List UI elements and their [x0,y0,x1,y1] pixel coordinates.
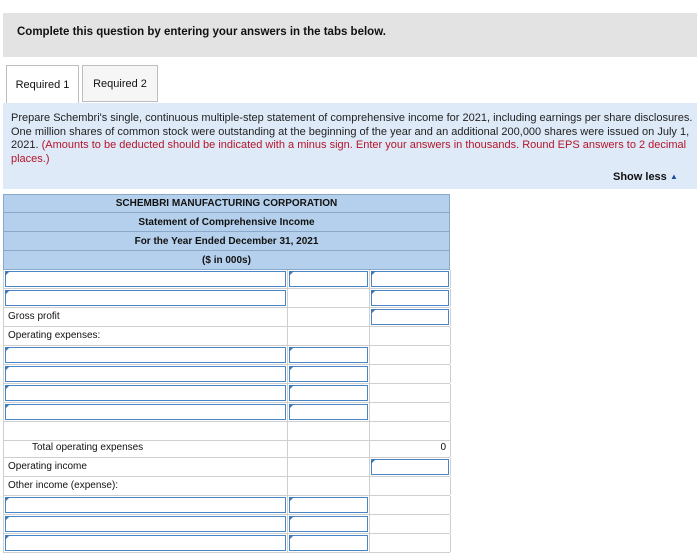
amount-input[interactable] [289,366,368,382]
gross-profit-label: Gross profit [8,311,60,322]
amount-input[interactable] [371,271,449,287]
table-row [3,365,450,384]
table-row [3,270,450,289]
table-row [3,327,450,346]
account-input[interactable] [5,535,286,551]
total-operating-expenses-value: 0 [440,442,446,453]
instructions-text [11,112,695,166]
table-row [3,534,450,553]
account-input[interactable] [5,347,286,363]
account-input[interactable] [5,366,286,382]
show-less-label: Show less [613,171,667,183]
amount-input[interactable] [289,535,368,551]
account-input[interactable] [5,497,286,513]
table-row [3,477,450,496]
tab-required-1[interactable]: Required 1 [6,65,79,103]
table-row [3,384,450,403]
account-input[interactable] [5,271,286,287]
amount-input[interactable] [289,271,368,287]
table-row [3,403,450,422]
account-input[interactable] [5,404,286,420]
amount-input[interactable] [289,516,368,532]
instructions-note: (Amounts to be deducted should be indicated with a minus sign. Enter your answers in thousands. Round EPS answers to 2 decimal places.) [11,139,687,165]
table-row [3,515,450,534]
table-row [3,346,450,365]
amount-input[interactable] [289,497,368,513]
instructions-main: Prepare Schembri's single, continuous multiple-step statement of comprehensive income for 2021, including earnings per share disclosures. One million shares of common stock were outstanding at the beginning of the year and an additional 200,000 shares were issued on July 1, 2021. [11,112,693,152]
account-input[interactable] [5,385,286,401]
statement-company: SCHEMBRI MANUFACTURING CORPORATION [3,194,450,213]
triangle-up-icon: ▲ [667,172,678,181]
other-income-label: Other income (expense): [8,480,119,491]
table-row [3,458,450,477]
operating-expenses-label: Operating expenses: [8,330,101,341]
operating-income-label: Operating income [8,461,87,472]
tab-required-2[interactable]: Required 2 [82,65,158,102]
table-row [3,439,450,458]
account-input[interactable] [5,516,286,532]
amount-input[interactable] [371,290,449,306]
operating-income-input[interactable] [371,459,449,475]
statement-title: Statement of Comprehensive Income [3,213,450,232]
show-less-link[interactable] [613,171,678,183]
table-row [3,308,450,327]
total-operating-expenses-label: Total operating expenses [32,442,144,453]
amount-input[interactable] [289,385,368,401]
account-input[interactable] [5,290,286,306]
statement-units: ($ in 000s) [3,251,450,270]
amount-input[interactable] [289,347,368,363]
table-row [3,289,450,308]
gross-profit-input[interactable] [371,309,449,325]
amount-input[interactable] [289,404,368,420]
question-header-text: Complete this question by entering your answers in the tabs below. [17,26,386,38]
table-row [3,496,450,515]
statement-period: For the Year Ended December 31, 2021 [3,232,450,251]
